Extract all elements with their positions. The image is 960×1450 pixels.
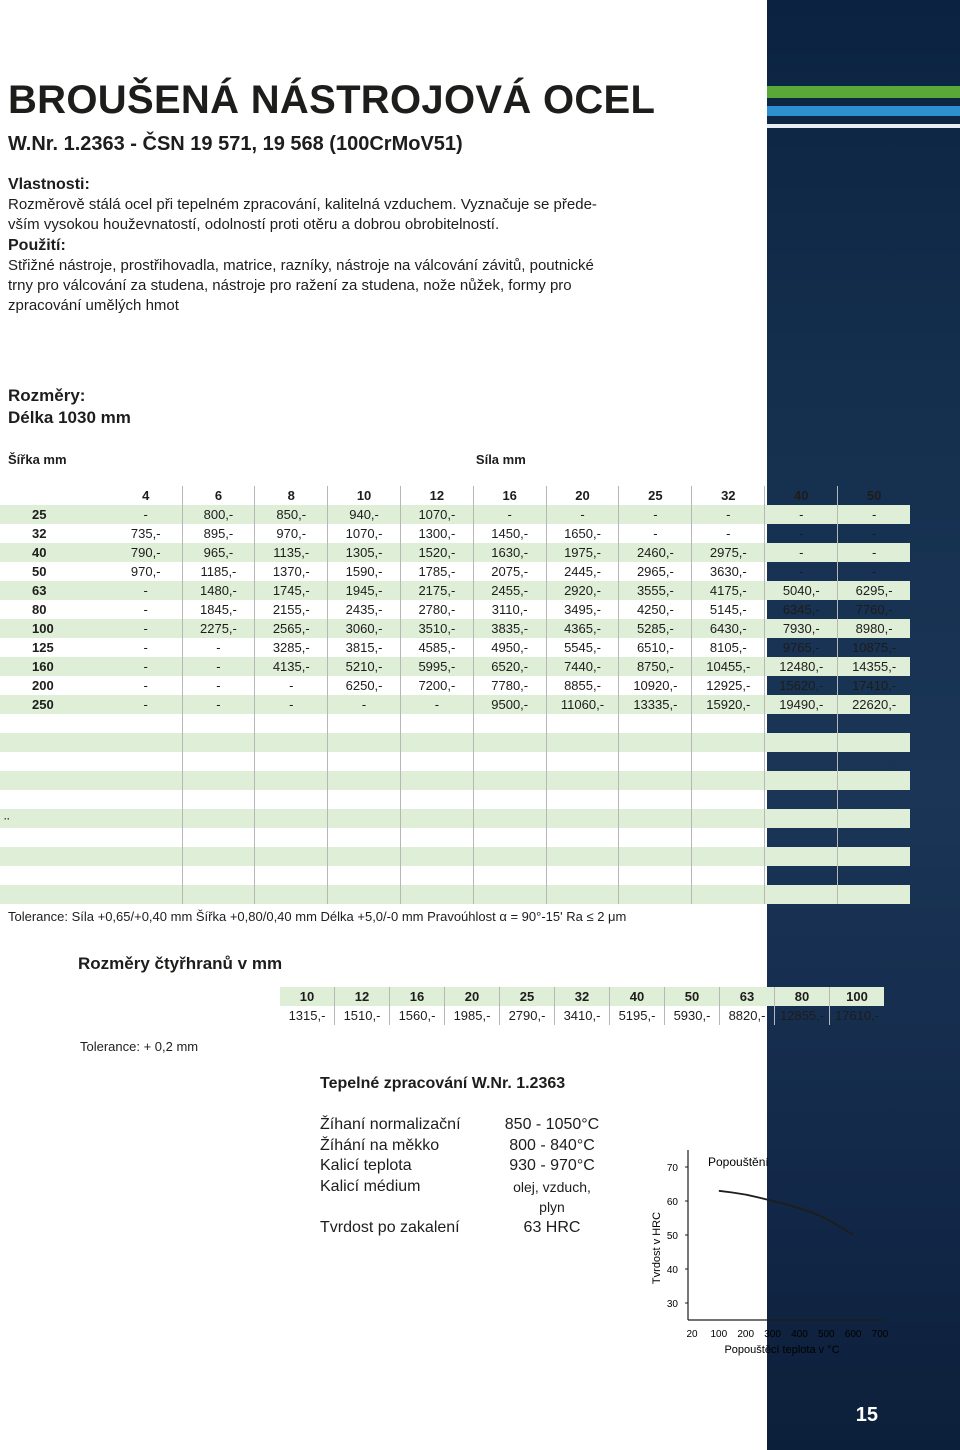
table-cell: 6520,- bbox=[473, 657, 546, 676]
table-cell: 4175,- bbox=[692, 581, 765, 600]
empty-row bbox=[0, 752, 910, 771]
table-cell: 125 bbox=[32, 640, 54, 655]
table-cell: 1185,- bbox=[182, 562, 255, 581]
table-cell: - bbox=[765, 562, 838, 581]
table-cell: 22620,- bbox=[838, 695, 910, 714]
table-cell: - bbox=[838, 562, 910, 581]
table-cell: 50 bbox=[838, 486, 910, 505]
table-cell: 2155,- bbox=[255, 600, 328, 619]
heat-value: 800 - 840°C bbox=[509, 1136, 595, 1154]
table-cell: 10875,- bbox=[838, 638, 910, 657]
table-cell: 2790,- bbox=[500, 1006, 555, 1025]
tempering-chart bbox=[648, 1130, 910, 1362]
width-header: Šířka mm bbox=[8, 452, 67, 467]
table-header-row bbox=[0, 438, 910, 486]
table-row bbox=[0, 524, 910, 543]
table-cell: 3410,- bbox=[555, 1006, 610, 1025]
table-cell: 4250,- bbox=[619, 600, 692, 619]
table-cell: - bbox=[838, 543, 910, 562]
empty-row bbox=[0, 790, 910, 809]
table-cell: 1450,- bbox=[473, 524, 546, 543]
table-cell: 15920,- bbox=[692, 695, 765, 714]
table-row bbox=[0, 505, 910, 524]
table-cell: 5210,- bbox=[328, 657, 401, 676]
table-cell: 1070,- bbox=[400, 505, 473, 524]
dimensions-heading: Rozměry: bbox=[8, 386, 86, 405]
table-cell: 15620,- bbox=[765, 676, 838, 695]
heat-value: 930 - 970°C bbox=[509, 1157, 595, 1175]
table-cell: - bbox=[692, 524, 765, 543]
table-row bbox=[0, 581, 910, 600]
table-cell: 8820,- bbox=[720, 1006, 775, 1025]
table-cell: 10 bbox=[299, 989, 315, 1004]
table-row bbox=[0, 619, 910, 638]
x-tick-label: 500 bbox=[817, 1329, 835, 1340]
table-cell: 13335,- bbox=[619, 695, 692, 714]
table-cell: 1315,- bbox=[288, 1008, 326, 1023]
x-tick-label: 20 bbox=[686, 1329, 698, 1340]
table-cell: - bbox=[400, 695, 473, 714]
table-cell: - bbox=[110, 619, 182, 638]
table-cell: 12480,- bbox=[765, 657, 838, 676]
table-cell: 4950,- bbox=[473, 638, 546, 657]
table-cell: - bbox=[765, 543, 838, 562]
square-price-row bbox=[280, 1006, 884, 1025]
table-cell: 3495,- bbox=[546, 600, 619, 619]
heat-row bbox=[320, 1218, 600, 1239]
table-cell: 20 bbox=[546, 486, 619, 505]
square-size-row bbox=[280, 987, 884, 1006]
table-cell: 25 bbox=[500, 987, 555, 1006]
table-cell: 12 bbox=[335, 987, 390, 1006]
table-cell: 1135,- bbox=[255, 543, 328, 562]
table-cell: - bbox=[692, 505, 765, 524]
table-cell: 63 bbox=[0, 581, 110, 600]
table-cell: 50 bbox=[32, 564, 47, 579]
table-cell: 12 bbox=[400, 486, 473, 505]
table-cell: 3060,- bbox=[328, 619, 401, 638]
table-cell: 1520,- bbox=[400, 543, 473, 562]
table-cell: 7440,- bbox=[546, 657, 619, 676]
table-cell: 3510,- bbox=[400, 619, 473, 638]
properties-line: vším vysokou houževnatostí, odolností proti otěru a dobrou obrobitelností. bbox=[8, 216, 500, 233]
page-subtitle: W.Nr. 1.2363 - ČSN 19 571, 19 568 (100CrMoV51) bbox=[8, 133, 463, 155]
dimensions-length: Délka 1030 mm bbox=[8, 408, 131, 427]
table-cell: 6295,- bbox=[838, 581, 910, 600]
usage-section bbox=[8, 236, 594, 316]
table-row bbox=[0, 638, 910, 657]
table-cell: - bbox=[255, 676, 328, 695]
table-cell: - bbox=[765, 505, 838, 524]
table-cell: 7200,- bbox=[400, 676, 473, 695]
table-cell: - bbox=[143, 602, 148, 617]
y-tick-label: 50 bbox=[666, 1231, 678, 1242]
table-cell: - bbox=[255, 695, 328, 714]
table-cell: 895,- bbox=[182, 524, 255, 543]
table-cell: 5195,- bbox=[610, 1006, 665, 1025]
table-cell: 2780,- bbox=[400, 600, 473, 619]
usage-line: zpracování umělých hmot bbox=[8, 297, 179, 314]
table-cell: 1480,- bbox=[182, 581, 255, 600]
table-cell: - bbox=[473, 505, 546, 524]
table-cell: 2565,- bbox=[255, 619, 328, 638]
empty-row bbox=[0, 847, 910, 866]
table-cell: 850,- bbox=[255, 505, 328, 524]
table-cell: 6 bbox=[182, 486, 255, 505]
table-cell: 2275,- bbox=[182, 619, 255, 638]
table-cell: 9765,- bbox=[765, 638, 838, 657]
heat-label: Kalicí médium bbox=[320, 1177, 421, 1195]
table-cell: - bbox=[110, 657, 182, 676]
table-cell: 32 bbox=[32, 526, 47, 541]
table-row bbox=[0, 695, 910, 714]
table-cell: 25 bbox=[619, 486, 692, 505]
table-cell: 790,- bbox=[110, 543, 182, 562]
thickness-row bbox=[0, 486, 910, 505]
table-cell: 12925,- bbox=[692, 676, 765, 695]
table-cell: 1845,- bbox=[182, 600, 255, 619]
square-table bbox=[280, 987, 884, 1025]
table-row bbox=[0, 562, 910, 581]
table-cell: 5545,- bbox=[546, 638, 619, 657]
properties-heading: Vlastnosti: bbox=[8, 176, 90, 193]
empty-row-mark: ·· bbox=[0, 809, 110, 828]
x-tick-label: 700 bbox=[871, 1329, 889, 1340]
usage-line: Střižné nástroje, prostřihovadla, matrice, razníky, nástroje na válcování závitů, poutnické bbox=[8, 257, 594, 274]
y-axis-label: Tvrdost v HRC bbox=[651, 1211, 663, 1285]
table-cell: 80 bbox=[775, 987, 830, 1006]
table-cell: 3110,- bbox=[473, 600, 546, 619]
square-heading: Rozměry čtyřhranů v mm bbox=[78, 954, 283, 973]
heat-treatment-heading: Tepelné zpracování W.Nr. 1.2363 bbox=[320, 1075, 566, 1092]
table-cell: 3285,- bbox=[255, 638, 328, 657]
usage-heading: Použití: bbox=[8, 237, 66, 254]
table-cell: 8105,- bbox=[692, 638, 765, 657]
table-cell: 3835,- bbox=[473, 619, 546, 638]
table-cell: 965,- bbox=[182, 543, 255, 562]
tempering-curve bbox=[719, 1191, 853, 1235]
usage-line: trny pro válcování za studena, nástroje pro ražení za studena, nože nůžek, formy pro bbox=[8, 277, 572, 294]
table-cell: 5285,- bbox=[619, 619, 692, 638]
table-cell bbox=[0, 486, 110, 505]
table-cell: 6250,- bbox=[328, 676, 401, 695]
table-cell: 6430,- bbox=[692, 619, 765, 638]
table-cell: 40 bbox=[610, 987, 665, 1006]
table-cell: 3555,- bbox=[619, 581, 692, 600]
table-cell: 16 bbox=[390, 987, 445, 1006]
table-cell: 2435,- bbox=[328, 600, 401, 619]
stripe-green bbox=[767, 86, 960, 98]
table-cell: 17610,- bbox=[830, 1006, 885, 1025]
table-cell: 32 bbox=[555, 987, 610, 1006]
table-cell: 2975,- bbox=[692, 543, 765, 562]
heat-row bbox=[320, 1177, 600, 1218]
table-cell: - bbox=[143, 678, 148, 693]
table-cell: 100 bbox=[0, 619, 110, 638]
table-cell: - bbox=[182, 657, 255, 676]
x-tick-label: 600 bbox=[844, 1329, 862, 1340]
table-cell: - bbox=[546, 505, 619, 524]
table-cell: - bbox=[619, 505, 692, 524]
table-cell: 12855,- bbox=[775, 1006, 830, 1025]
table-cell: 2920,- bbox=[546, 581, 619, 600]
table-cell: 20 bbox=[445, 987, 500, 1006]
table-cell: 1560,- bbox=[390, 1006, 445, 1025]
page-number: 15 bbox=[855, 1404, 878, 1426]
table-cell: 1945,- bbox=[328, 581, 401, 600]
table-cell: 2460,- bbox=[619, 543, 692, 562]
thickness-header: Síla mm bbox=[475, 452, 526, 467]
empty-row bbox=[0, 809, 910, 828]
empty-row bbox=[0, 733, 910, 752]
table-cell: - bbox=[182, 695, 255, 714]
table-cell: 10920,- bbox=[619, 676, 692, 695]
table-cell: - bbox=[765, 524, 838, 543]
heat-row bbox=[320, 1115, 600, 1136]
table-cell: 100 bbox=[830, 987, 885, 1006]
table-cell: 8980,- bbox=[838, 619, 910, 638]
stripe-blue bbox=[767, 106, 960, 116]
heat-value: 850 - 1050°C bbox=[504, 1116, 600, 1133]
table-cell: - bbox=[110, 581, 182, 600]
table-cell: 10455,- bbox=[692, 657, 765, 676]
table-cell: 4585,- bbox=[400, 638, 473, 657]
table-cell: 6345,- bbox=[765, 600, 838, 619]
table-cell: 1745,- bbox=[255, 581, 328, 600]
table-cell: 2455,- bbox=[473, 581, 546, 600]
table-cell: - bbox=[182, 676, 255, 695]
table-cell: 63 bbox=[720, 987, 775, 1006]
table-cell: 16 bbox=[473, 486, 546, 505]
table-cell: 1510,- bbox=[335, 1006, 390, 1025]
table-cell: 2965,- bbox=[619, 562, 692, 581]
table-cell: 1070,- bbox=[328, 524, 401, 543]
table-cell: 3630,- bbox=[692, 562, 765, 581]
table-cell: - bbox=[110, 505, 182, 524]
y-tick-label: 60 bbox=[666, 1197, 678, 1208]
empty-row bbox=[0, 828, 910, 847]
heat-value: 63 HRC bbox=[523, 1218, 581, 1236]
table-cell: 25 bbox=[0, 505, 110, 524]
empty-row bbox=[0, 714, 910, 733]
table-cell: 1300,- bbox=[400, 524, 473, 543]
table-cell: 4135,- bbox=[255, 657, 328, 676]
table-cell: 40 bbox=[0, 543, 110, 562]
table-cell: 200 bbox=[32, 678, 54, 693]
table-cell: 970,- bbox=[255, 524, 328, 543]
chart-title: Popouštění bbox=[708, 1155, 769, 1169]
table-cell: 2075,- bbox=[473, 562, 546, 581]
table-cell: 1650,- bbox=[546, 524, 619, 543]
page-title: BROUŠENÁ NÁSTROJOVÁ OCEL bbox=[8, 78, 656, 122]
table-cell: 1785,- bbox=[400, 562, 473, 581]
heat-row bbox=[320, 1156, 600, 1177]
x-tick-label: 400 bbox=[791, 1329, 808, 1340]
table-cell: 800,- bbox=[182, 505, 255, 524]
table-cell: 940,- bbox=[328, 505, 401, 524]
table-cell: - bbox=[182, 638, 255, 657]
x-tick-label: 200 bbox=[737, 1329, 755, 1340]
table-cell: 5145,- bbox=[692, 600, 765, 619]
table-cell: 160 bbox=[0, 657, 110, 676]
y-tick-label: 70 bbox=[666, 1163, 678, 1174]
table-cell: 2445,- bbox=[546, 562, 619, 581]
heat-label: Žíhaní normalizační bbox=[320, 1116, 461, 1133]
table-cell: 4 bbox=[142, 488, 150, 503]
y-tick-label: 40 bbox=[666, 1265, 678, 1276]
heat-row bbox=[320, 1136, 600, 1157]
table-cell: 19490,- bbox=[765, 695, 838, 714]
table-cell: 1590,- bbox=[328, 562, 401, 581]
price-table bbox=[0, 438, 910, 904]
table-cell: 970,- bbox=[130, 564, 161, 579]
table-cell: - bbox=[143, 640, 148, 655]
x-axis-label: Popouštěcí teplota v °C bbox=[724, 1344, 840, 1356]
table-cell: 11060,- bbox=[546, 695, 619, 714]
table-cell: 4365,- bbox=[546, 619, 619, 638]
table-cell: 40 bbox=[765, 486, 838, 505]
table-cell: 1305,- bbox=[328, 543, 401, 562]
properties-section bbox=[8, 175, 597, 235]
table-cell: 8855,- bbox=[546, 676, 619, 695]
table-row bbox=[0, 543, 910, 562]
table-cell: 735,- bbox=[130, 526, 161, 541]
table-cell: 10 bbox=[328, 486, 401, 505]
table-cell: - bbox=[110, 695, 182, 714]
table-cell: 9500,- bbox=[473, 695, 546, 714]
x-tick-label: 100 bbox=[710, 1329, 728, 1340]
empty-row bbox=[0, 885, 910, 904]
table-row bbox=[0, 657, 910, 676]
table-cell: 17410,- bbox=[838, 676, 910, 695]
dimensions-section bbox=[8, 385, 131, 429]
table-cell: 14355,- bbox=[838, 657, 910, 676]
heat-value: olej, vzduch, plyn bbox=[513, 1178, 591, 1216]
properties-line: Rozměrově stálá ocel při tepelném zpracování, kalitelná vzduchem. Vyznačuje se přede- bbox=[8, 196, 597, 213]
table-cell: - bbox=[838, 505, 910, 524]
table-cell: 50 bbox=[665, 987, 720, 1006]
table-cell: 7780,- bbox=[473, 676, 546, 695]
table-cell: 5040,- bbox=[765, 581, 838, 600]
table-cell: 8 bbox=[255, 486, 328, 505]
stripe-white bbox=[767, 124, 960, 128]
table-cell: 250 bbox=[0, 695, 110, 714]
y-tick-label: 30 bbox=[666, 1299, 678, 1310]
table-cell: 1630,- bbox=[473, 543, 546, 562]
table-cell: - bbox=[328, 695, 401, 714]
table-cell: 1985,- bbox=[445, 1006, 500, 1025]
empty-row bbox=[0, 866, 910, 885]
table-cell: 1370,- bbox=[255, 562, 328, 581]
table-row bbox=[0, 676, 910, 695]
table-cell: 7930,- bbox=[765, 619, 838, 638]
heat-label: Kalicí teplota bbox=[320, 1157, 412, 1175]
heat-treatment-list bbox=[320, 1115, 600, 1239]
table-cell: 7760,- bbox=[838, 600, 910, 619]
table-cell: 5930,- bbox=[665, 1006, 720, 1025]
square-tolerance: Tolerance: + 0,2 mm bbox=[80, 1039, 199, 1054]
table-cell: 6510,- bbox=[619, 638, 692, 657]
empty-row bbox=[0, 771, 910, 790]
tolerance-line: Tolerance: Síla +0,65/+0,40 mm Šířka +0,80/0,40 mm Délka +5,0/-0 mm Pravoúhlost α = 90°-15' Ra ≤ 2 μm bbox=[8, 909, 627, 924]
table-cell: 1975,- bbox=[546, 543, 619, 562]
table-cell: - bbox=[619, 524, 692, 543]
table-cell: 32 bbox=[692, 486, 765, 505]
heat-label: Žíhání na měkko bbox=[320, 1136, 440, 1154]
table-cell: - bbox=[838, 524, 910, 543]
heat-label: Tvrdost po zakalení bbox=[320, 1218, 460, 1236]
x-tick-label: 300 bbox=[764, 1329, 781, 1340]
table-cell: 80 bbox=[32, 602, 47, 617]
table-cell: 2175,- bbox=[400, 581, 473, 600]
table-row bbox=[0, 600, 910, 619]
table-cell: 8750,- bbox=[619, 657, 692, 676]
table-cell: 5995,- bbox=[400, 657, 473, 676]
table-cell: 3815,- bbox=[328, 638, 401, 657]
